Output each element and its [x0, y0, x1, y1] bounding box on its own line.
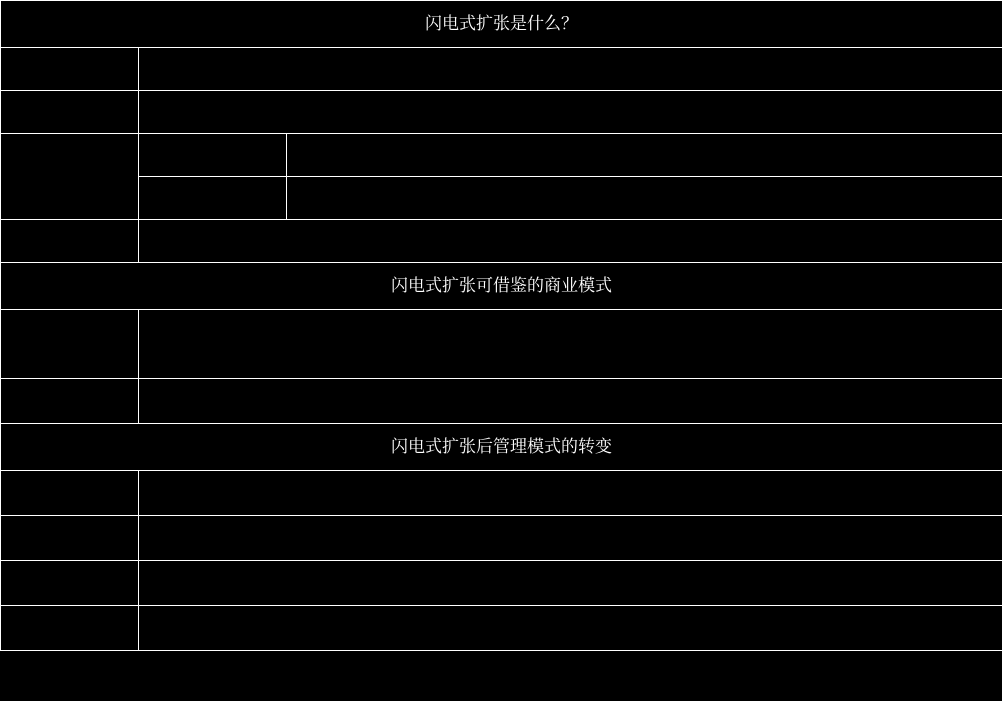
table-row [1, 134, 1002, 177]
row-label [1, 516, 139, 561]
table-row [1, 424, 1002, 471]
section-header-3: 闪电式扩张后管理模式的转变 [1, 424, 1002, 471]
row-label [1, 561, 139, 606]
table-row [1, 561, 1002, 606]
table-row [1, 220, 1002, 263]
table-row [1, 91, 1002, 134]
row-body [139, 48, 1002, 91]
row-label [1, 379, 139, 424]
row-label [1, 48, 139, 91]
table-row [1, 177, 1002, 220]
table-row [1, 516, 1002, 561]
row-label [1, 91, 139, 134]
row-body [139, 471, 1002, 516]
row-label [1, 471, 139, 516]
row-body [139, 379, 1002, 424]
bottom-spacer [0, 651, 1002, 701]
row-body [139, 310, 1002, 379]
row-label [1, 220, 139, 263]
section-header-1: 闪电式扩张是什么？ [1, 1, 1002, 48]
table-row [1, 471, 1002, 516]
subrow-label [139, 134, 287, 177]
row-label [1, 606, 139, 651]
table-row [1, 263, 1002, 310]
row-body [139, 561, 1002, 606]
row-body [139, 91, 1002, 134]
row-body [139, 220, 1002, 263]
subrow-body [287, 134, 1002, 177]
row-label [1, 134, 139, 220]
table-row [1, 1, 1002, 48]
table-row [1, 310, 1002, 379]
table-row [1, 48, 1002, 91]
row-body [139, 516, 1002, 561]
row-body [139, 606, 1002, 651]
table-row [1, 379, 1002, 424]
subrow-body [287, 177, 1002, 220]
row-label [1, 310, 139, 379]
table-row [1, 606, 1002, 651]
subrow-label [139, 177, 287, 220]
section-header-2: 闪电式扩张可借鉴的商业模式 [1, 263, 1002, 310]
